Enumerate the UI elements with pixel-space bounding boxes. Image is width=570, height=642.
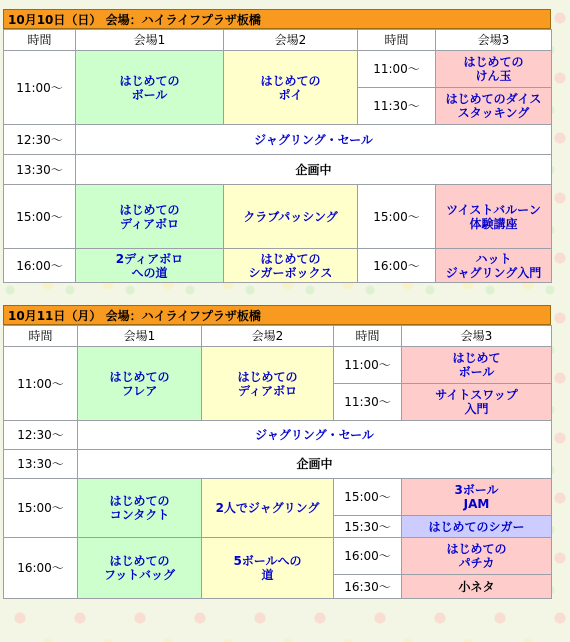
time-cell: 16:00〜 <box>334 538 402 575</box>
header-venue2: 会場2 <box>202 326 334 347</box>
table-header-row <box>4 326 552 347</box>
time-cell: 11:30〜 <box>334 384 402 421</box>
event-cell-wide <box>76 125 552 155</box>
event-link[interactable]: ハット ジャグリング入門 <box>445 251 542 280</box>
table-row <box>4 479 552 516</box>
event-cell <box>78 538 202 599</box>
event-link[interactable]: はじめての シガーボックス <box>248 251 333 280</box>
event-cell <box>436 249 552 283</box>
table-row <box>4 450 552 479</box>
time-cell: 13:30〜 <box>4 450 78 479</box>
event-link[interactable]: ジャグリング・セール <box>255 428 374 442</box>
event-link[interactable]: 5ボールへの 道 <box>233 554 302 582</box>
time-cell: 16:30〜 <box>334 575 402 599</box>
time-cell: 15:30〜 <box>334 516 402 538</box>
time-cell: 15:00〜 <box>334 479 402 516</box>
time-cell: 15:00〜 <box>358 185 436 249</box>
header-venue1: 会場1 <box>78 326 202 347</box>
event-cell <box>202 479 334 538</box>
time-cell: 11:00〜 <box>4 347 78 421</box>
day1-title: 10月10日（日） 会場：ハイライフプラザ板橋 <box>3 9 551 29</box>
planning-cell: 企画中 <box>78 450 552 479</box>
time-cell: 16:00〜 <box>358 249 436 283</box>
event-cell <box>402 347 552 384</box>
header-venue1: 会場1 <box>76 30 224 51</box>
table-row <box>4 155 552 185</box>
event-link[interactable]: はじめての コンタクト <box>109 494 170 522</box>
table-row <box>4 249 552 283</box>
event-link[interactable]: 2人でジャグリング <box>215 501 320 515</box>
header-time3: 時間 <box>358 30 436 51</box>
day1-table <box>3 29 552 283</box>
event-cell <box>202 347 334 421</box>
time-cell: 11:00〜 <box>358 51 436 88</box>
table-row <box>4 125 552 155</box>
time-cell: 12:30〜 <box>4 421 78 450</box>
event-cell <box>436 51 552 88</box>
day2-table <box>3 325 552 599</box>
time-cell: 11:00〜 <box>334 347 402 384</box>
table-row <box>4 347 552 384</box>
event-link[interactable]: はじめての パチカ <box>446 542 507 570</box>
table-row <box>4 185 552 249</box>
header-venue3: 会場3 <box>402 326 552 347</box>
header-time: 時間 <box>4 30 76 51</box>
event-cell <box>76 185 224 249</box>
table-row <box>4 421 552 450</box>
event-link[interactable]: はじめての ボール <box>119 73 180 102</box>
event-link[interactable]: サイトスワップ 入門 <box>435 388 518 416</box>
event-link[interactable]: はじめての ディアボロ <box>119 202 180 231</box>
event-link[interactable]: ツイストバルーン 体験講座 <box>446 202 541 231</box>
event-cell <box>76 51 224 125</box>
event-link[interactable]: はじめての ポイ <box>260 73 321 102</box>
time-cell: 13:30〜 <box>4 155 76 185</box>
event-cell <box>224 51 358 125</box>
event-link[interactable]: 2ディアボロ への道 <box>115 251 184 280</box>
event-cell-wide <box>78 421 552 450</box>
time-cell: 11:00〜 <box>4 51 76 125</box>
event-cell <box>402 516 552 538</box>
event-cell <box>78 479 202 538</box>
event-link[interactable]: はじめてのダイス スタッキング <box>445 92 542 120</box>
event-cell <box>224 249 358 283</box>
event-cell <box>402 384 552 421</box>
event-link[interactable]: 3ボール JAM <box>454 483 499 511</box>
header-time3: 時間 <box>334 326 402 347</box>
event-cell <box>78 347 202 421</box>
event-link[interactable]: はじめての フレア <box>109 369 170 398</box>
event-cell <box>436 185 552 249</box>
header-time: 時間 <box>4 326 78 347</box>
time-cell: 12:30〜 <box>4 125 76 155</box>
event-link[interactable]: クラブパッシング <box>243 209 338 224</box>
event-cell <box>76 249 224 283</box>
time-cell: 16:00〜 <box>4 249 76 283</box>
day2-title: 10月11日（月） 会場：ハイライフプラザ板橋 <box>3 305 551 325</box>
time-cell: 11:30〜 <box>358 88 436 125</box>
planning-cell: 企画中 <box>76 155 552 185</box>
event-cell-text: 小ネタ <box>402 575 552 599</box>
table-header-row <box>4 30 552 51</box>
table-row <box>4 51 552 88</box>
table-row <box>4 538 552 575</box>
time-cell: 15:00〜 <box>4 185 76 249</box>
event-cell <box>224 185 358 249</box>
event-cell <box>402 479 552 516</box>
header-venue2: 会場2 <box>224 30 358 51</box>
event-link[interactable]: はじめての フットバッグ <box>104 554 175 582</box>
event-link[interactable]: はじめてのシガー <box>428 519 525 534</box>
time-cell: 16:00〜 <box>4 538 78 599</box>
event-link[interactable]: はじめての ディアボロ <box>237 369 298 398</box>
header-venue3: 会場3 <box>436 30 552 51</box>
event-link[interactable]: はじめて ボール <box>452 351 501 379</box>
event-cell <box>402 538 552 575</box>
schedule-day1 <box>3 9 551 283</box>
event-cell <box>202 538 334 599</box>
event-link[interactable]: はじめての けん玉 <box>463 55 524 83</box>
event-cell <box>436 88 552 125</box>
time-cell: 15:00〜 <box>4 479 78 538</box>
schedule-day2 <box>3 305 551 599</box>
event-link[interactable]: ジャグリング・セール <box>254 132 373 147</box>
